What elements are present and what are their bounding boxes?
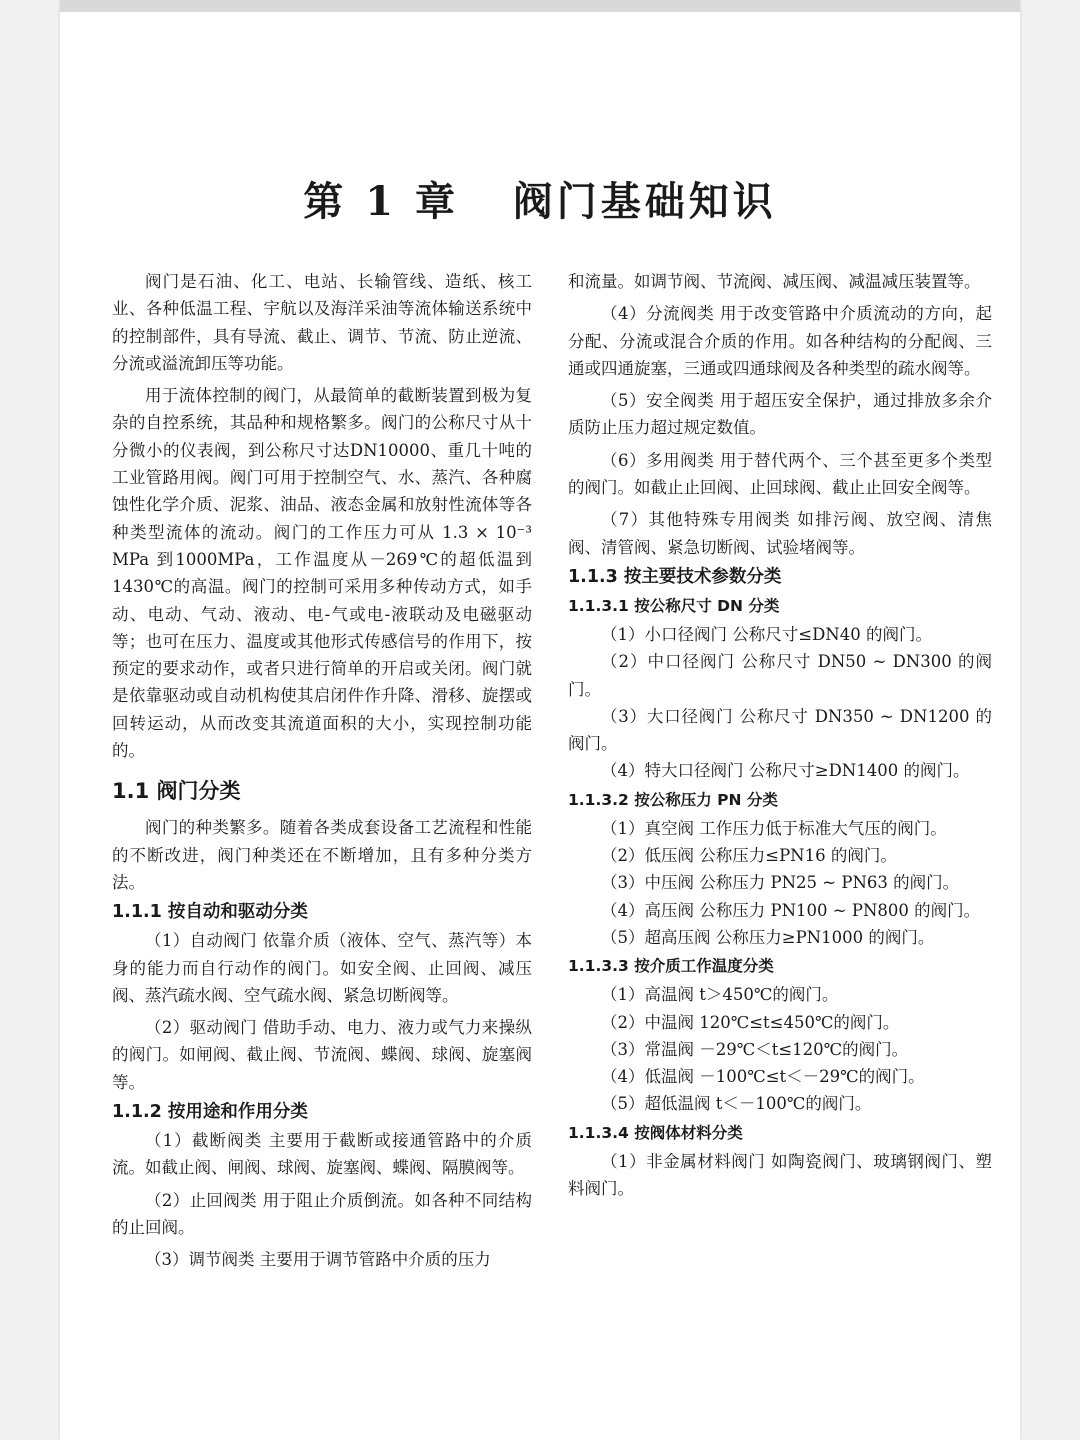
list-item: （4）高压阀 公称压力 PN100 ~ PN800 的阀门。	[601, 900, 981, 920]
paragraph: （7）其他特殊专用阀类 如排污阀、放空阀、清焦阀、清管阀、紧急切断阀、试验堵阀等。	[568, 510, 992, 557]
paragraph: （6）多用阀类 用于替代两个、三个甚至更多个类型的阀门。如截止止回阀、止回球阀、截止止回安全阀等。	[568, 450, 992, 498]
list-item: （2）中温阀 120℃≤t≤450℃的阀门。	[601, 1012, 900, 1032]
section-heading-1-1-2: 1.1.2 按用途和作用分类	[112, 1102, 308, 1123]
left-column	[112, 268, 532, 1274]
paragraph: （1）自动阀门 依靠介质（液体、空气、蒸汽等）本身的能力而自行动作的阀门。如安全阀、止回阀、减压阀、蒸汽疏水阀、空气疏水阀、紧急切断阀等。	[112, 931, 532, 1005]
list-item: （1）非金属材料阀门 如陶瓷阀门、玻璃钢阀门、塑料阀门。	[568, 1151, 992, 1199]
paragraph: （3）调节阀类 主要用于调节管路中介质的压力	[145, 1250, 491, 1270]
list-item: （1）高温阀 t＞450℃的阀门。	[601, 985, 839, 1005]
list-item: （5）超高压阀 公称压力≥PN1000 的阀门。	[601, 927, 935, 947]
list-item: （1）小口径阀门 公称尺寸≤DN40 的阀门。	[601, 624, 932, 644]
right-column	[568, 268, 992, 1202]
section-heading-1-1-3-1: 1.1.3.1 按公称尺寸 DN 分类	[568, 596, 780, 615]
paragraph: 阀门的种类繁多。随着各类成套设备工艺流程和性能的不断改进，阀门种类还在不断增加，且有多种分类方法。	[112, 818, 532, 892]
paragraph: 和流量。如调节阀、节流阀、减压阀、减温减压装置等。	[568, 272, 981, 291]
paragraph: （2）驱动阀门 借助手动、电力、液力或气力来操纵的阀门。如闸阀、截止阀、节流阀、蝶阀、球阀、旋塞阀等。	[112, 1018, 532, 1092]
paragraph: （2）止回阀类 用于阻止介质倒流。如各种不同结构的止回阀。	[112, 1190, 532, 1237]
paragraph: （5）安全阀类 用于超压安全保护，通过排放多余介质防止压力超过规定数值。	[568, 391, 992, 438]
section-heading-1-1-1: 1.1.1 按自动和驱动分类	[112, 902, 308, 923]
paragraph: （1）截断阀类 主要用于截断或接通管路中的介质流。如截止阀、闸阀、球阀、旋塞阀、蝶阀、隔膜阀等。	[112, 1131, 532, 1178]
list-item: （3）大口径阀门 公称尺寸 DN350 ~ DN1200 的阀门。	[568, 706, 992, 754]
paragraph: 阀门是石油、化工、电站、长输管线、造纸、核工业、各种低温工程、宇航以及海洋采油等流体输送系统中的控制部件，具有导流、截止、调节、节流、防止逆流、分流或溢流卸压等功能。	[112, 272, 532, 373]
chapter-title: 第 1 章 阀门基础知识	[303, 178, 777, 225]
section-heading-1-1-3-4: 1.1.3.4 按阀体材料分类	[568, 1123, 743, 1142]
paragraph: 用于流体控制的阀门，从最简单的截断装置到极为复杂的自控系统，其品种和规格繁多。阀门的公称尺寸从十分微小的仪表阀，到公称尺寸达DN10000、重几十吨的工业管路用阀。阀门可用于控制空气、水、蒸汽、各种腐蚀性化学介质、泥浆、油品、液态金属和放射性流体等各种类型流体的流动。阀门的工作压力可从 1.3 × 10⁻³ MPa 到1000MPa，工作温度从－269℃的超低温到1430℃的高温。阀门的控制可采用多种传动方式，如手动、电动、气动、液动、电-气或电-液联动及电磁驱动等；也可在压力、温度或其他形式传感信号的作用下，按预定的要求动作，或者只进行简单的开启或关闭。阀门就是依靠驱动或自动机构使其启闭件作升降、滑移、旋摆或回转运动，从而改变其流道面积的大小，实现控制功能的。	[112, 386, 532, 761]
list-item: （3）常温阀 －29℃＜t≤120℃的阀门。	[601, 1039, 909, 1059]
list-item: （2）低压阀 公称压力≤PN16 的阀门。	[601, 846, 897, 866]
list-item: （2）中口径阀门 公称尺寸 DN50 ~ DN300 的阀门。	[568, 652, 992, 699]
section-heading-1-1-3-2: 1.1.3.2 按公称压力 PN 分类	[568, 790, 778, 809]
section-heading-1-1-3: 1.1.3 按主要技术参数分类	[568, 566, 782, 587]
book-page	[60, 0, 1020, 1440]
section-heading-1-1-3-3: 1.1.3.3 按介质工作温度分类	[568, 957, 774, 976]
list-item: （1）真空阀 工作压力低于标准大气压的阀门。	[601, 818, 947, 838]
list-item: （5）超低温阀 t＜－100℃的阀门。	[601, 1094, 872, 1114]
section-heading-1-1: 1.1 阀门分类	[112, 779, 241, 804]
list-item: （3）中压阀 公称压力 PN25 ~ PN63 的阀门。	[601, 873, 960, 893]
top-edge	[60, 0, 1020, 12]
list-item: （4）低温阀 －100℃≤t＜－29℃的阀门。	[601, 1067, 925, 1087]
list-item: （4）特大口径阀门 公称尺寸≥DN1400 的阀门。	[601, 761, 970, 781]
paragraph: （4）分流阀类 用于改变管路中介质流动的方向，起分配、分流或混合介质的作用。如各种结构的分配阀、三通或四通旋塞，三通或四通球阀及各种类型的疏水阀等。	[568, 304, 992, 378]
